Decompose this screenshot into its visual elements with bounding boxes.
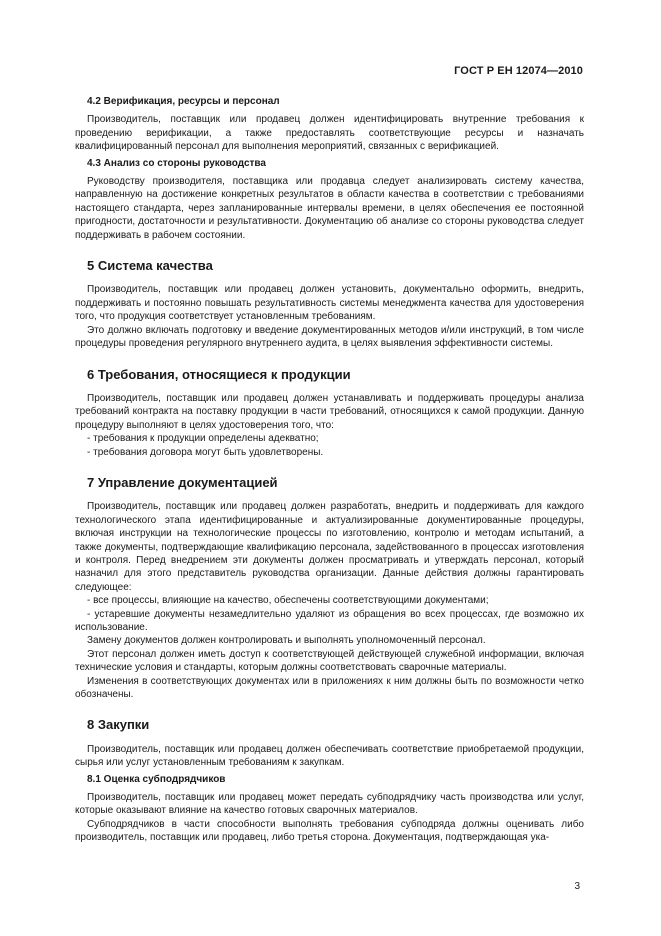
paragraph: Руководству производителя, поставщика или продавца следует анализировать систему качества, направленную на достижение конкретных результатов в области качества в соответствии с требованиями настоящего стандарта, через запланированные интервалы времени, в целях обеспечения ее постоянной пригодности, достаточности и результативности. Документацию об анализе со стороны руководства следует поддерживать в рабочем состоянии.: [75, 176, 584, 241]
paragraph: Изменения в соответствующих документах или в приложениях к ним должны быть по возможности четко обозначены.: [75, 675, 584, 701]
paragraph: Этот персонал должен иметь доступ к соответствующей действующей служебной информации, включая технические условия и стандарты, которым должны соответствовать сварочные материалы.: [75, 648, 584, 674]
paragraph: Производитель, поставщик или продавец должен обеспечивать соответствие приобретаемой продукции, сырья или услуг установленным требованиям к закупкам.: [75, 743, 584, 769]
list-item: - требования договора могут быть удовлетворены.: [87, 446, 324, 458]
heading-5: 5 Система качества: [87, 258, 213, 274]
page-number: 3: [574, 881, 580, 892]
paragraph: Производитель, поставщик или продавец должен установить, документально оформить, внедрить, поддерживать и постоянно повышать результативность системы менеджмента качества для удостоверения того, что продукция соответствует установленным требованиям.: [75, 284, 584, 323]
list-item: - все процессы, влияющие на качество, обеспечены соответствующими документами;: [87, 595, 489, 607]
document-body: [75, 92, 584, 845]
heading-4-3: 4.3 Анализ со стороны руководства: [87, 157, 266, 169]
paragraph: Производитель, поставщик или продавец должен разработать, внедрить и поддерживать для каждого технологического этапа идентифицированные и актуализированные документированные процедуры, включая инструкции на технологические процессы по изготовлению, контролю и методам испытаний, а также документы, подтверждающие квалификацию персонала, задействованного в процессах изготовления и контроля. Перед внедрением эти документы должен просматривать и утверждать персонал, который назначил для этого представитель руководства организации. Данные действия должны гарантировать следующее:: [75, 501, 584, 593]
heading-8: 8 Закупки: [87, 717, 150, 733]
paragraph: Замену документов должен контролировать и выполнять уполномоченный персонал.: [87, 635, 486, 647]
heading-4-2: 4.2 Верификация, ресурсы и персонал: [87, 96, 280, 107]
paragraph: Производитель, поставщик или продавец может передать субподрядчику часть производства или услуг, которые оказывают влияние на качество готовых сварочных материалов.: [75, 792, 584, 817]
standard-code-header: ГОСТ Р ЕН 12074—2010: [454, 65, 583, 77]
paragraph: Это должно включать подготовку и введение документированных методов и/или инструкций, в том числе процедуры проведения регулярного внутреннего аудита, в целях выявления эффективности системы.: [75, 324, 584, 350]
heading-7: 7 Управление документацией: [87, 474, 278, 490]
heading-8-1: 8.1 Оценка субподрядчиков: [87, 773, 226, 785]
heading-6: 6 Требования, относящиеся к продукции: [87, 366, 351, 382]
paragraph: Производитель, поставщик или продавец должен устанавливать и поддерживать процедуры анализа требований контракта на поставку продукции в части требований, относящихся к самой продукции. Данную процедуру выполняют в целях удостоверения того, что:: [75, 392, 584, 431]
paragraph: Производитель, поставщик или продавец должен идентифицировать внутренние требования к проведению верификации, а также предоставлять соответствующие ресурсы и назначать квалифицированный персонал для выполнения мероприятий, связанных с верификацией.: [75, 114, 584, 153]
list-item: - устаревшие документы незамедлительно удаляют из обращения во всех процессах, где возможно их использование.: [75, 608, 584, 633]
list-item: - требования к продукции определены адекватно;: [87, 433, 319, 445]
paragraph: Субподрядчиков в части способности выполнять требования субподряда должны оценивать либо производитель, поставщик или продавец, либо третья сторона. Документация, подтверждающая ука-: [75, 818, 584, 844]
